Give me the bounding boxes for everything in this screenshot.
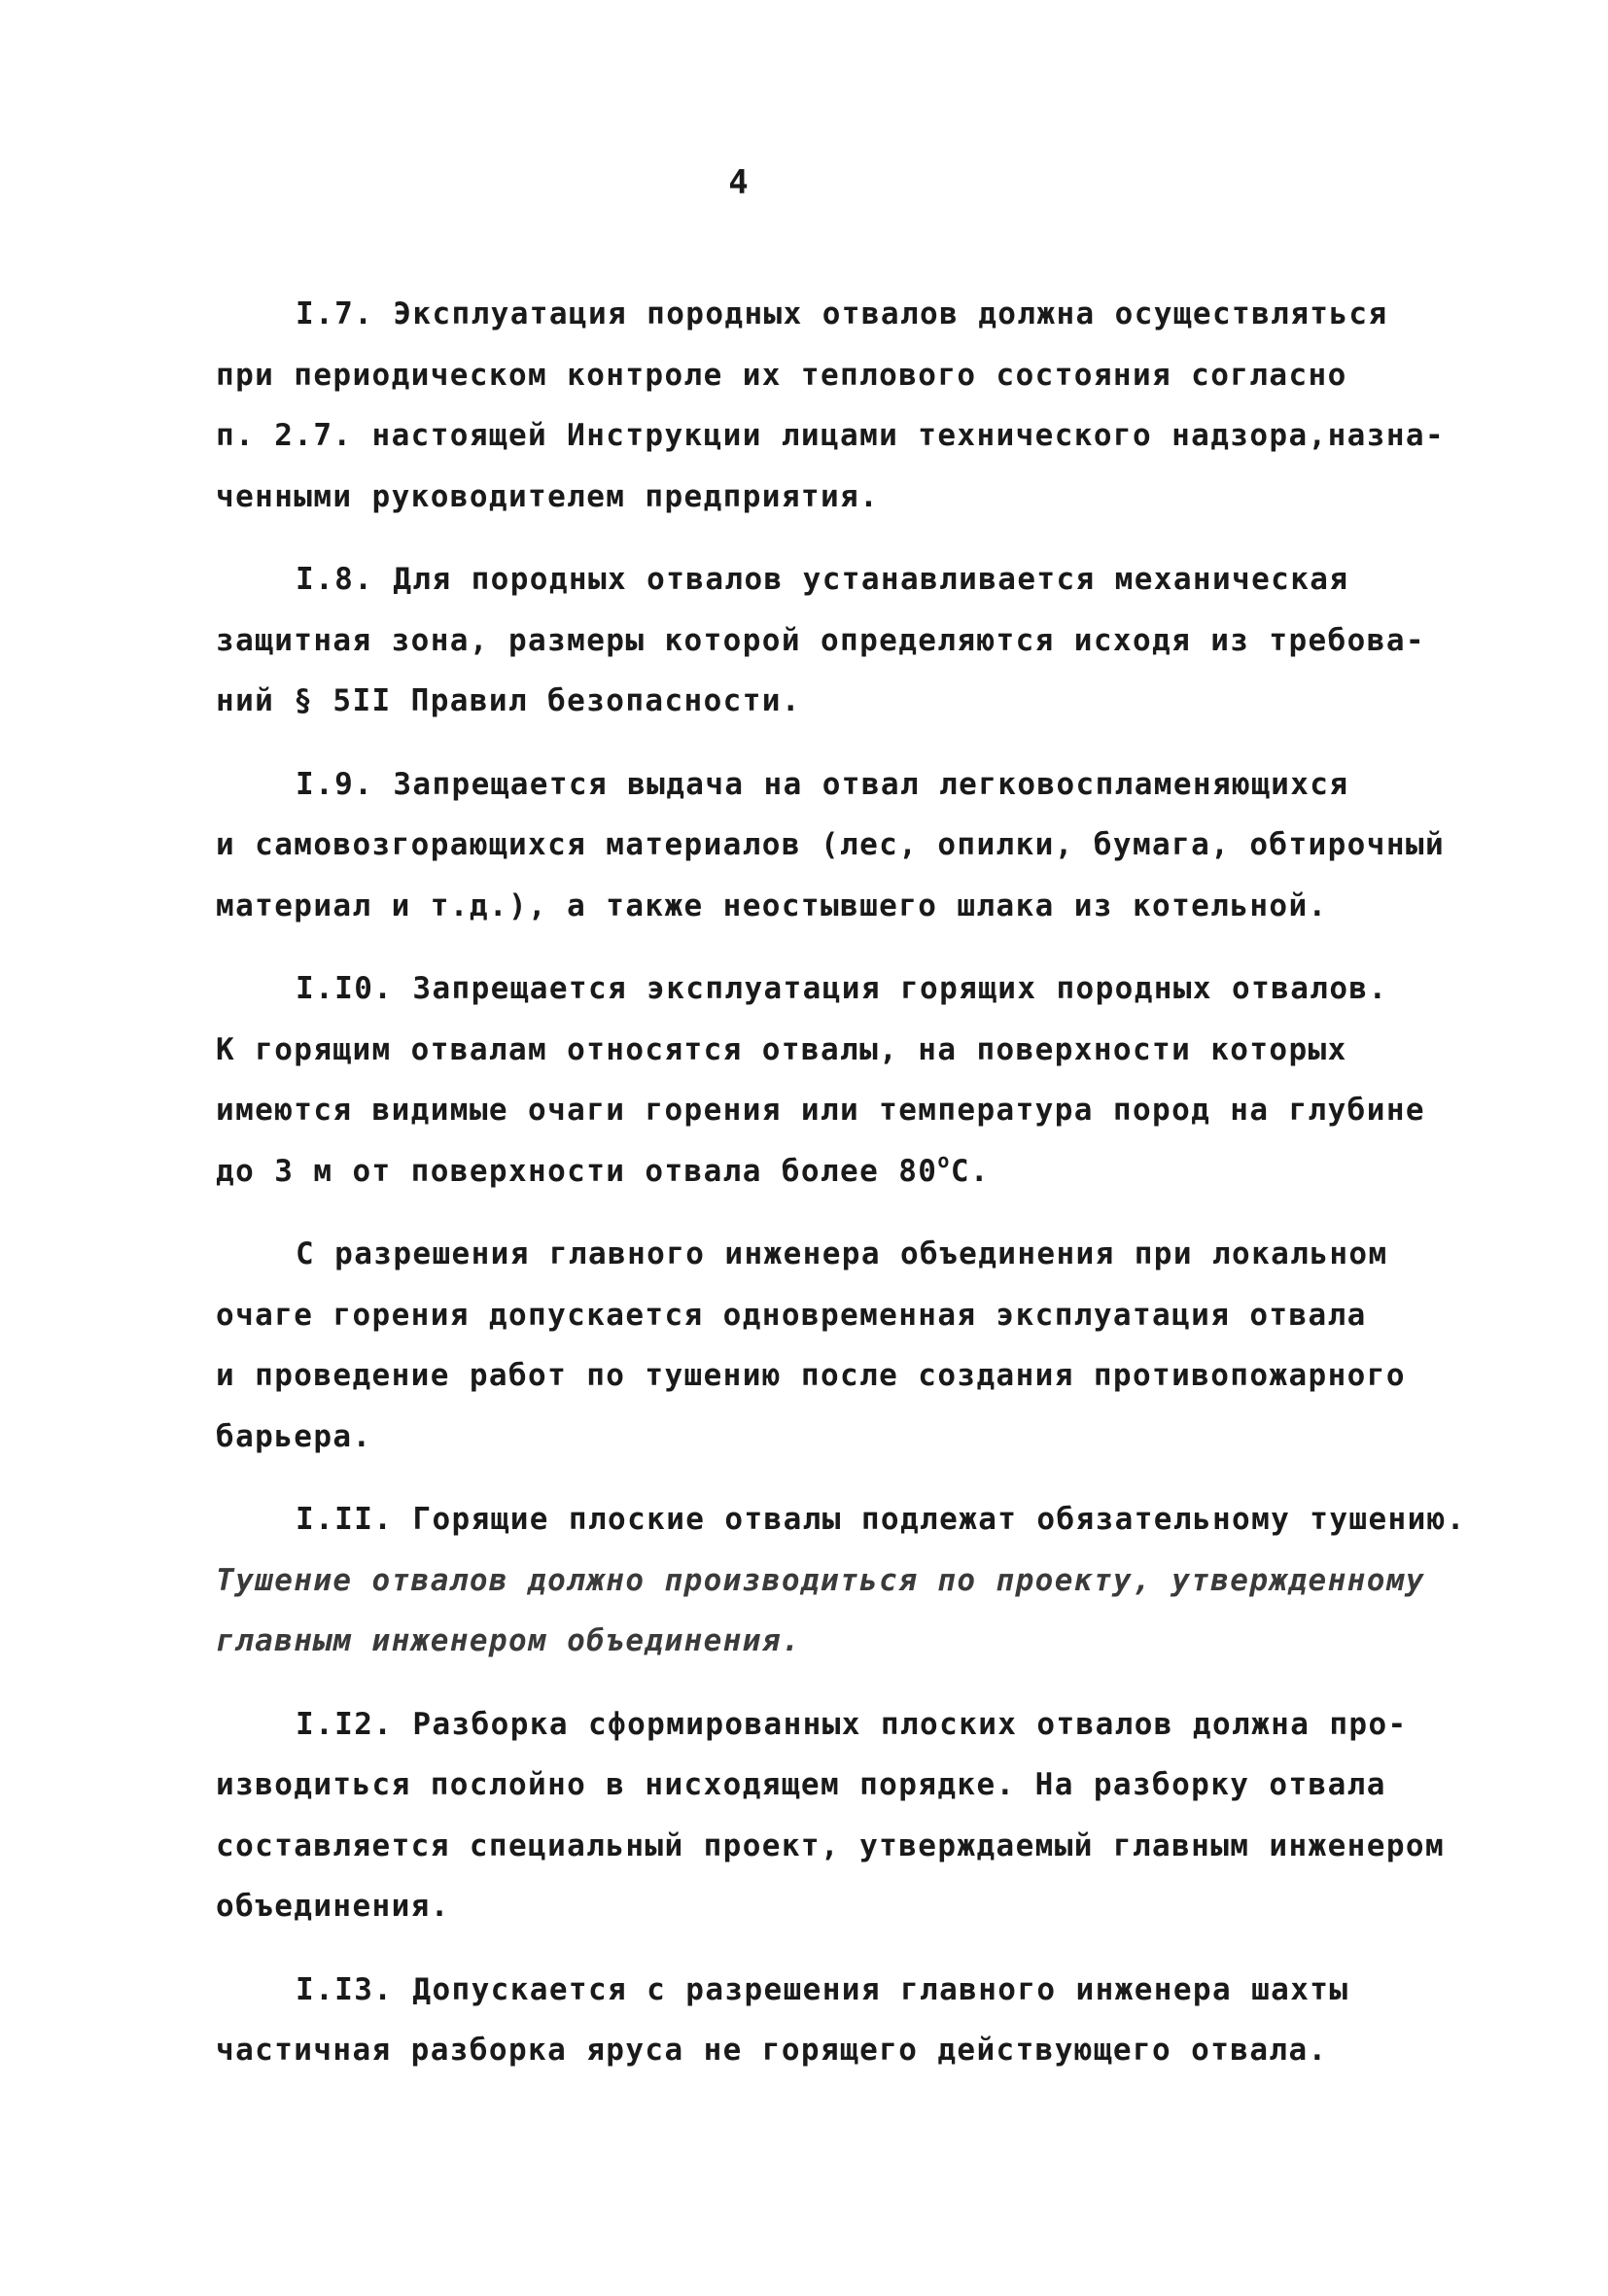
- text-line: материал и т.д.), а также неостывшего шлака из котельной.: [216, 887, 1328, 923]
- text-line: п. 2.7. настоящей Инструкции лицами технического надзора,назна-: [216, 418, 1446, 453]
- paragraph-1-7: [216, 284, 1446, 527]
- text-line: и проведение работ по тушению после создания противопожарного: [216, 1358, 1406, 1393]
- text-line: I.I2. Разборка сформированных плоских отвалов должна про-: [296, 1706, 1408, 1742]
- text-line: ченными руководителем предприятия.: [216, 478, 880, 514]
- text-line: частичная разборка яруса не горящего действующего отвала.: [216, 2033, 1328, 2068]
- document-body: [216, 284, 1466, 2104]
- text-line: I.8. Для породных отвалов устанавливается механическая: [296, 562, 1349, 597]
- text-line: С разрешения главного инженера объединения при локальном: [296, 1236, 1388, 1271]
- text-line: при периодическом контроле их теплового состояния согласно: [216, 357, 1347, 393]
- text-line: имеются видимые очаги горения или температура пород на глубине: [216, 1093, 1425, 1128]
- text-line: и самовозгорающихся материалов (лес, опилки, бумага, обтирочный: [216, 827, 1446, 862]
- text-line: изводиться послойно в нисходящем порядке. На разборку отвала: [216, 1767, 1386, 1802]
- text-line: I.I0. Запрещается эксплуатация горящих породных отвалов.: [296, 971, 1388, 1006]
- text-line: I.7. Эксплуатация породных отвалов должна осуществляться: [296, 296, 1388, 331]
- text-line: барьера.: [216, 1418, 372, 1454]
- text-line: составляется специальный проект, утверждаемый главным инженером: [216, 1827, 1446, 1863]
- paragraph-1-9: [216, 754, 1446, 937]
- text-line: очаге горения допускается одновременная эксплуатация отвала: [216, 1297, 1367, 1333]
- paragraph-1-8: [216, 549, 1426, 732]
- paragraph-1-11: [216, 1489, 1466, 1672]
- text-line: I.9. Запрещается выдача на отвал легковоспламеняющихся: [296, 766, 1349, 802]
- text-line: защитная зона, размеры которой определяются исходя из требова-: [216, 622, 1425, 658]
- temperature-unit: С.: [950, 1153, 990, 1189]
- text-line: главным инженером объединения.: [216, 1623, 801, 1658]
- text-line: К горящим отвалам относятся отвалы, на поверхности которых: [216, 1031, 1347, 1067]
- text-line-temperature: [216, 1141, 1426, 1202]
- text-line: объединения.: [216, 1889, 450, 1924]
- page-number: 4: [728, 163, 750, 202]
- degree-sign: о: [937, 1148, 951, 1172]
- paragraph-1-10-continued: [216, 1224, 1426, 1467]
- temperature-text: до 3 м от поверхности отвала более 80: [216, 1153, 938, 1189]
- paragraph-1-10: [216, 958, 1426, 1201]
- text-line: Тушение отвалов должно производиться по проекту, утвержденному: [216, 1562, 1425, 1598]
- text-line: I.II. Горящие плоские отвалы подлежат обязательному тушению.: [296, 1502, 1466, 1537]
- text-line: I.I3. Допускается с разрешения главного инженера шахты: [296, 1971, 1349, 2007]
- paragraph-1-13: [216, 1960, 1426, 2081]
- text-line: ний § 5II Правил безопасности.: [216, 683, 801, 718]
- paragraph-1-12: [216, 1694, 1446, 1937]
